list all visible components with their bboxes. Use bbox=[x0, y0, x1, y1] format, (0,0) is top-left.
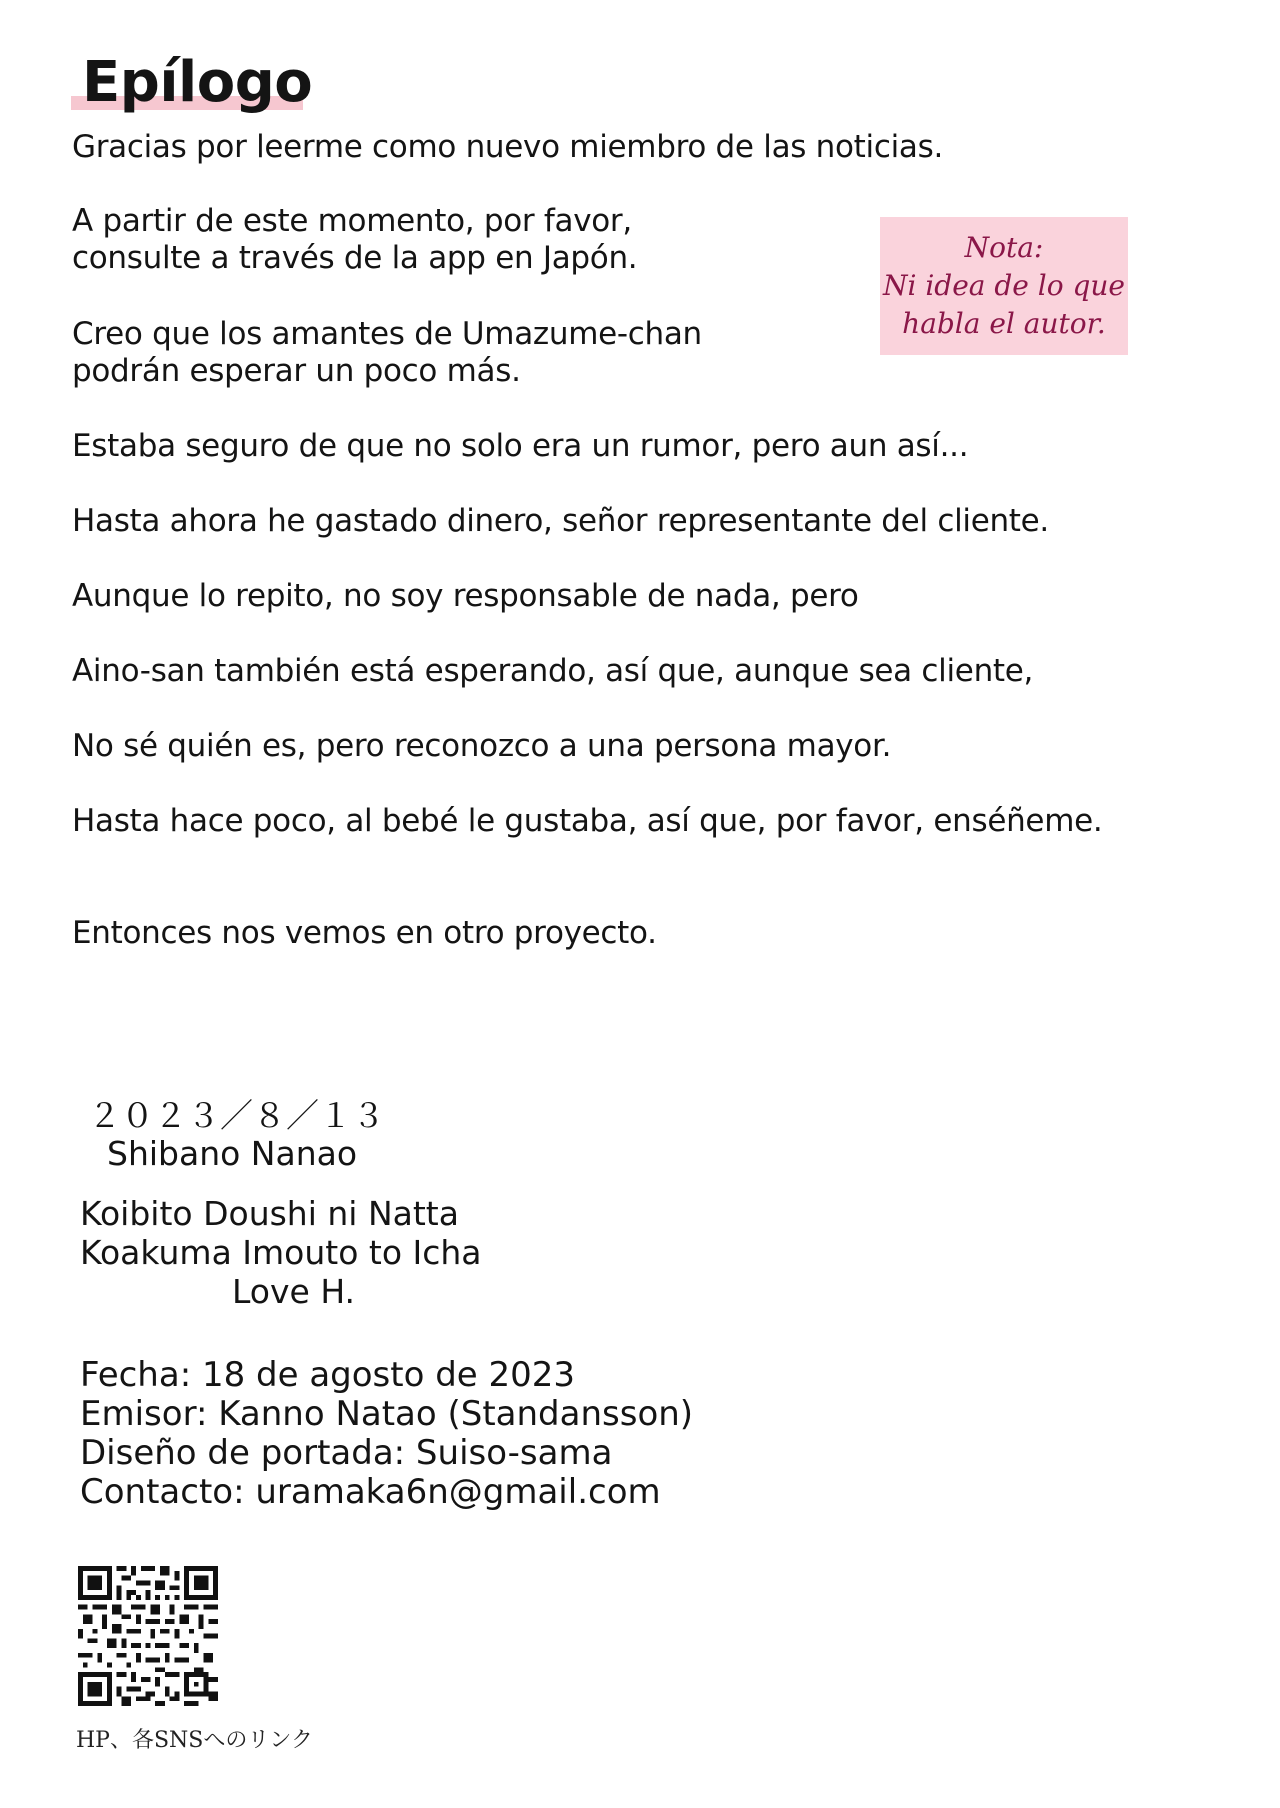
work-title-line-2: Koakuma Imouto to Icha bbox=[80, 1233, 482, 1272]
note-label: Nota: bbox=[964, 231, 1044, 264]
paragraph-farewell: Entonces nos vemos en otro proyecto. bbox=[72, 915, 657, 951]
paragraph-umazume-line-1: Creo que los amantes de Umazume-chan bbox=[72, 316, 702, 352]
title-block bbox=[70, 48, 312, 118]
translator-note bbox=[880, 217, 1128, 355]
credits bbox=[80, 1356, 693, 1512]
paragraph-app-line-2: consulte a través de la app en Japón. bbox=[72, 240, 638, 276]
paragraph-money: Hasta ahora he gastado dinero, señor representante del cliente. bbox=[72, 503, 1049, 539]
credit-contact: Contacto: uramaka6n@gmail.com bbox=[80, 1472, 661, 1512]
qr-code-icon[interactable] bbox=[78, 1566, 218, 1706]
paragraph-aino: Aino-san también está esperando, así que, aunque sea cliente, bbox=[72, 653, 1034, 689]
note-text-line-1: Ni idea de lo que bbox=[882, 269, 1126, 302]
work-title-line-1: Koibito Doushi ni Natta bbox=[80, 1194, 459, 1233]
qr-caption: HP、各SNSへのリンク bbox=[76, 1728, 313, 1753]
date: ２０２３／８／１３ bbox=[88, 1096, 385, 1135]
credit-publisher: Emisor: Kanno Natao (Standansson) bbox=[80, 1394, 694, 1434]
work-title bbox=[80, 1194, 482, 1311]
credit-date: Fecha: 18 de agosto de 2023 bbox=[80, 1355, 576, 1395]
paragraph-thanks: Gracias por leerme como nuevo miembro de las noticias. bbox=[72, 129, 944, 165]
credit-cover-design: Diseño de portada: Suiso-sama bbox=[80, 1433, 613, 1473]
author-name: Shibano Nanao bbox=[107, 1134, 358, 1173]
work-title-line-3: Love H. bbox=[232, 1272, 356, 1311]
paragraph-rumor: Estaba seguro de que no solo era un rumor, pero aun así... bbox=[72, 428, 969, 464]
paragraph-responsible: Aunque lo repito, no soy responsable de nada, pero bbox=[72, 578, 859, 614]
paragraph-app-line-1: A partir de este momento, por favor, bbox=[72, 203, 632, 239]
note-text-line-2: habla el autor. bbox=[902, 307, 1106, 340]
paragraph-umazume-line-2: podrán esperar un poco más. bbox=[72, 353, 521, 389]
page-title: Epílogo bbox=[82, 50, 313, 115]
paragraph-older-person: No sé quién es, pero reconozco a una persona mayor. bbox=[72, 728, 892, 764]
paragraph-baby: Hasta hace poco, al bebé le gustaba, así que, por favor, enséñeme. bbox=[72, 803, 1103, 839]
